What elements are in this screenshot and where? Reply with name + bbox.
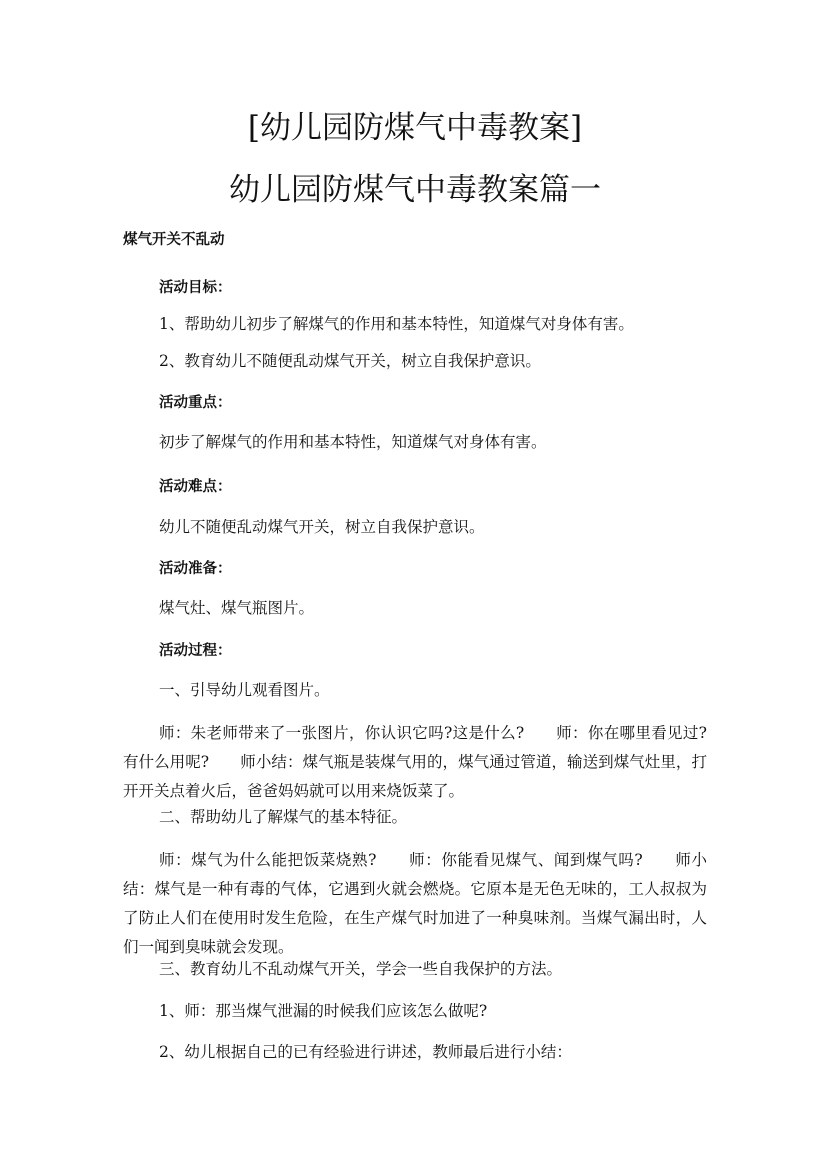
document-title: [幼儿园防煤气中毒教案] [247,110,583,146]
goals-heading: 活动目标： [159,280,232,296]
sub-item-2: 2、幼儿根据自己的已有经验进行讲述，教师最后进行小结： [159,1043,572,1061]
prep-heading: 活动准备： [159,561,232,577]
document-subtitle: 幼儿园防煤气中毒教案篇一 [229,172,601,208]
difficulty-text: 幼儿不随便乱动煤气开关，树立自我保护意识。 [159,518,485,536]
dialog-1: 师：朱老师带来了一张图片，你认识它吗?这是什么? 师：你在哪里看见过?有什么用呢? 师小结：煤气瓶是装煤气用的，煤气通过管道，输送到煤气灶里，打开开关点着火后，爸爸妈妈就可以用来烧饭菜了。 [123,724,707,800]
step-2: 二、帮助幼儿了解煤气的基本特征。 [159,808,408,826]
difficulty-heading: 活动难点： [159,479,232,495]
dialog-2: 师：煤气为什么能把饭菜烧熟? 师：你能看见煤气、闻到煤气吗? 师小结：煤气是一种有毒的气体，它遇到火就会燃烧。它原本是无色无味的，工人叔叔为了防止人们在使用时发生危险，在生产煤气时加进了一种臭味剂。当煤气漏出时，人们一闻到臭味就会发现。 [123,851,707,956]
process-heading: 活动过程： [159,643,232,659]
step-1: 一、引导幼儿观看图片。 [159,681,330,699]
section-title: 煤气开关不乱动 [123,232,225,248]
goal-item-1: 1、帮助幼儿初步了解煤气的作用和基本特性，知道煤气对身体有害。 [159,315,634,333]
prep-text: 煤气灶、煤气瓶图片。 [159,599,315,617]
key-heading: 活动重点： [159,395,232,411]
goal-item-2: 2、教育幼儿不随便乱动煤气开关，树立自我保护意识。 [159,352,541,370]
step-3: 三、教育幼儿不乱动煤气开关，学会一些自我保护的方法。 [159,960,563,978]
key-text: 初步了解煤气的作用和基本特性，知道煤气对身体有害。 [159,433,547,451]
sub-item-1: 1、师：那当煤气泄漏的时候我们应该怎么做呢? [159,1002,488,1020]
